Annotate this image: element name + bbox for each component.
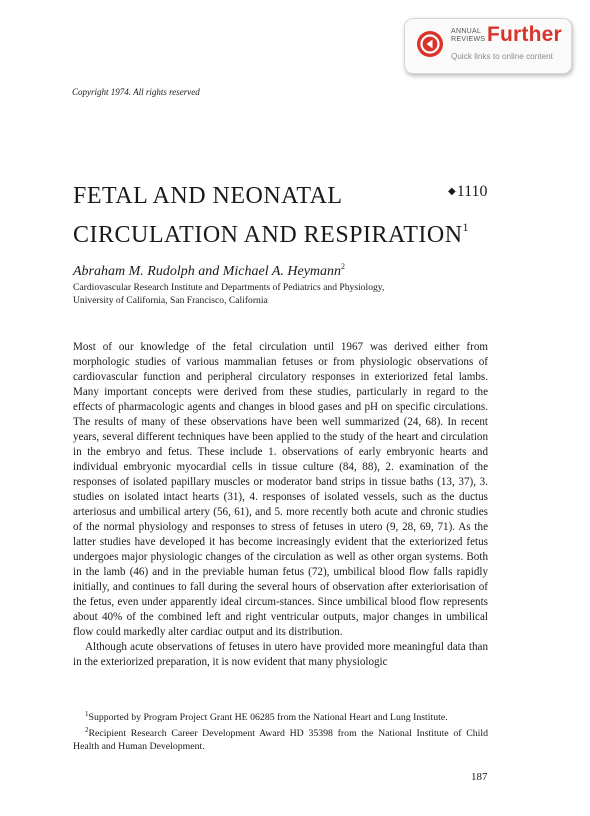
title-line-2 — [73, 212, 469, 251]
annual-reviews-wordmark — [451, 28, 485, 44]
quick-links-label: Quick links to online content — [451, 52, 553, 61]
further-label: Further — [487, 23, 562, 46]
body-paragraph-2: Although acute observations of fetuses in utero have provided more meaningful data than in the exteriorized preparation, it is now evident that many physiologic — [73, 641, 488, 668]
title-line-2-text: CIRCULATION AND RESPIRATION — [73, 222, 463, 248]
title-footnote-mark: 1 — [462, 220, 470, 234]
affiliation — [73, 281, 493, 307]
copyright-notice: Copyright 1974. All rights reserved — [72, 87, 200, 97]
author-footnote-mark: 2 — [341, 262, 346, 271]
footnotes — [73, 708, 488, 753]
annual-reviews-logo-icon — [417, 31, 443, 57]
footnote-2 — [73, 724, 488, 753]
page-number: 187 — [471, 771, 488, 783]
body-paragraph-1: Most of our knowledge of the fetal circulation until 1967 was derived either from morphologic studies of various mammalian fetuses or from physiologic observations of cardiovascular function and peripheral circulatory responses in exteriorized fetal lambs. Many important concepts were derived from these studies, particularly in regard to the effects of pharmacologic agents and changes in blood gases and pH on specific circulations. The results of many of these observations have been well summarized (24, 68). In recent years, several different techniques have been applied to the study of the heart and circulation in the embryo and fetus. These include 1. observations of early embryonic hearts and individual embryonic myocardial cells in tissue culture (84, 88), 2. examination of the responses of isolated papillary muscles or moderator band strips in tissue baths (13, 37), 3. studies on isolated intact hearts (31), 4. responses of isolated vessels, such as the ductus arteriosus and umbilical artery (56, 61), and 5. more recently both acute and chronic studies of the normal physiology and responses to stress of fetuses in utero (9, 28, 69, 71). As the latter studies have developed it has become increasingly evident that the exteriorized fetus undergoes major physiologic changes of the circulation as well as other organ systems. Both in the lamb (46) and in the previable human fetus (72), umbilical blood flow falls rapidly initially, and continues to fall during the several hours of observation after exteriorisation of the fetus, even under apparently ideal circum-stances. Since umbilical blood flow represents about 40% of the combined left and right ventricular outputs, major changes in umbilical flow could markedly alter cardiac output and its distribution. — [73, 341, 488, 638]
affiliation-line-1: Cardiovascular Research Institute and Departments of Pediatrics and Physiology, — [73, 282, 385, 293]
authors — [73, 262, 345, 280]
annual-label: ANNUAL — [451, 28, 482, 35]
reviews-label: REVIEWS — [451, 36, 486, 43]
footnote-2-mark: 2 — [85, 726, 89, 734]
diamond-icon: ◆ — [448, 186, 456, 197]
article-title — [73, 181, 469, 251]
footnote-1-mark: 1 — [85, 710, 89, 718]
title-line-1: FETAL AND NEONATAL — [73, 183, 343, 209]
affiliation-line-2: University of California, San Francisco, California — [73, 295, 268, 306]
footnote-1 — [73, 708, 488, 724]
annual-reviews-further-banner[interactable] — [404, 18, 572, 74]
article-body — [73, 340, 488, 670]
footnote-1-text: Supported by Program Project Grant HE 06285 from the National Heart and Lung Institute. — [88, 712, 448, 723]
author-names: Abraham M. Rudolph and Michael A. Heymann — [73, 264, 342, 279]
article-code — [448, 183, 488, 201]
article-code-number: 1110 — [456, 183, 488, 200]
footnote-2-text: Recipient Research Career Development Award HD 35398 from the National Institute of Child Health and Human Development. — [73, 728, 488, 752]
